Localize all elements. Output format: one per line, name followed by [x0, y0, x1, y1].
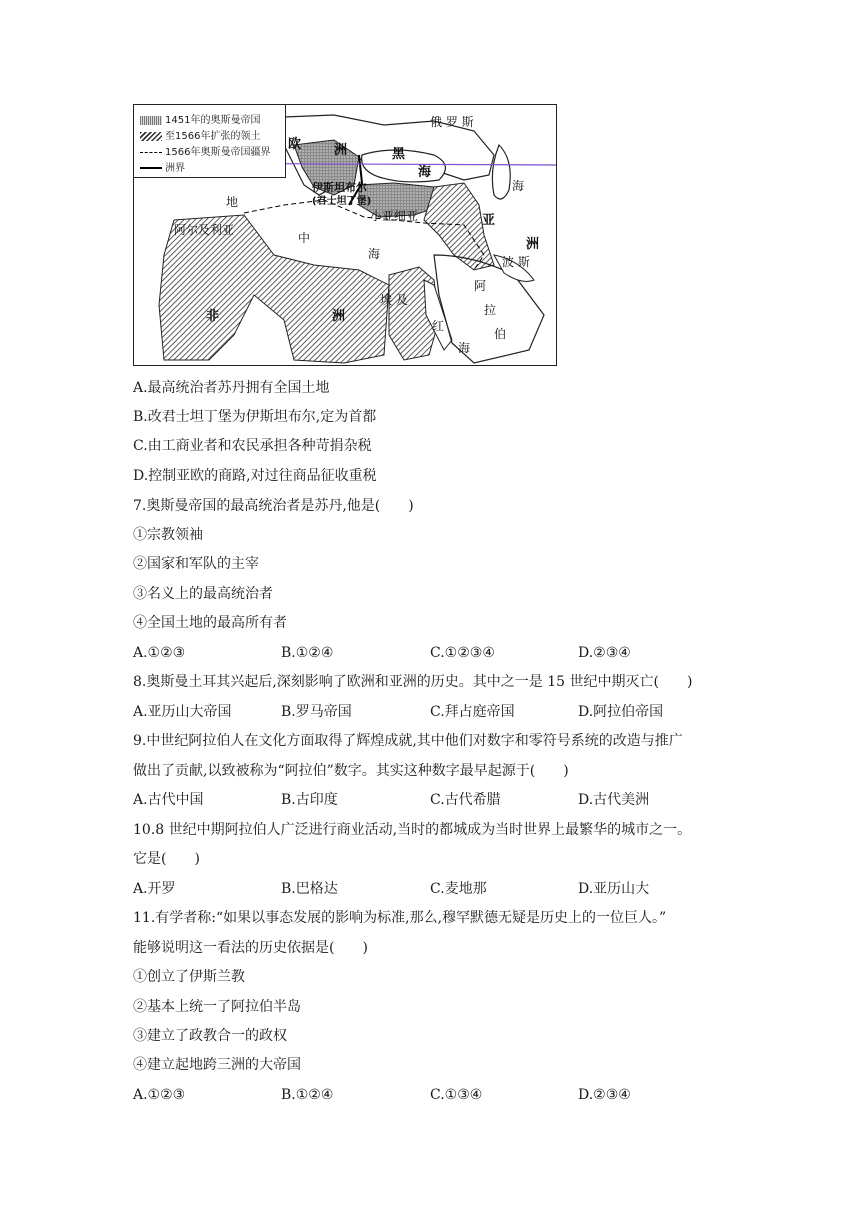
legend-item-continent: 洲界 — [140, 159, 185, 173]
q11-item-3: ③建立了政教合一的政权 — [133, 1028, 287, 1044]
q7-item-2: ②国家和军队的主宰 — [133, 556, 259, 572]
q7-option-c: C.①②③④ — [430, 645, 495, 661]
q11-option-c: C.①③④ — [430, 1087, 483, 1103]
map-label-red-sea-1: 红 — [432, 319, 445, 333]
map-label-asia-minor: 小亚细亚 — [370, 209, 419, 223]
map-label-algeria: 阿尔及利亚 — [174, 223, 235, 237]
legend-item-1451: 1451年的奥斯曼帝国 — [140, 111, 260, 125]
map-label-egypt: 埃 及 — [380, 293, 408, 307]
q9-stem-line1: 9.中世纪阿拉伯人在文化方面取得了辉煌成就,其中他们对数字和零符号系统的改造与推广 — [133, 733, 683, 749]
legend-item-boundary: 1566年奥斯曼帝国疆界 — [140, 143, 270, 157]
q7-item-4: ④全国土地的最高所有者 — [133, 615, 287, 631]
q8-option-c: C.拜占庭帝国 — [430, 704, 515, 720]
dashed-line-icon — [140, 152, 162, 153]
q9-option-b: B.古印度 — [281, 792, 338, 808]
map-label-caspian: 海 — [512, 179, 525, 193]
map-label-black-2: 海 — [418, 165, 432, 180]
q6-option-c: C.由工商业者和农民承担各种苛捐杂税 — [133, 438, 372, 454]
map-label-russia: 俄 罗 斯 — [430, 115, 474, 129]
map-label-asia-1: 亚 — [482, 213, 496, 228]
q11-stem-line2: 能够说明这一看法的历史依据是( ) — [133, 940, 368, 956]
q10-option-b: B.巴格达 — [281, 881, 338, 897]
q7-option-d: D.②③④ — [578, 645, 631, 661]
map-label-hai: 海 — [368, 247, 381, 261]
solid-line-icon — [140, 167, 162, 169]
q10-stem-line1: 10.8 世纪中期阿拉伯人广泛进行商业活动,当时的都城成为当时世界上最繁华的城市之一。 — [133, 822, 692, 838]
q9-option-d: D.古代美洲 — [578, 792, 650, 808]
ottoman-empire-map — [133, 104, 557, 366]
q11-option-a: A.①②③ — [133, 1087, 186, 1103]
map-legend — [134, 105, 286, 178]
q9-stem-line2: 做出了贡献,以致被称为“阿拉伯”数字。其实这种数字最早起源于( ) — [133, 763, 569, 779]
map-label-arabia-3: 伯 — [494, 327, 507, 341]
map-label-black-1: 黑 — [392, 147, 406, 162]
q7-option-b: B.①②④ — [281, 645, 334, 661]
q11-item-1: ①创立了伊斯兰教 — [133, 969, 245, 985]
q11-item-4: ④建立起地跨三洲的大帝国 — [133, 1057, 301, 1073]
q10-option-a: A.开罗 — [133, 881, 176, 897]
q10-stem-line2: 它是( ) — [133, 851, 200, 867]
q10-option-c: C.麦地那 — [430, 881, 487, 897]
q8-option-d: D.阿拉伯帝国 — [578, 704, 664, 720]
map-label-europe-1: 欧 — [288, 137, 302, 152]
map-label-europe-2: 洲 — [334, 143, 348, 158]
q7-item-1: ①宗教领袖 — [133, 527, 203, 543]
q8-stem: 8.奥斯曼土耳其兴起后,深刻影响了欧洲和亚洲的历史。其中之一是 15 世纪中期灭亡( ) — [133, 674, 693, 690]
q11-option-b: B.①②④ — [281, 1087, 334, 1103]
hatched-swatch-icon — [140, 132, 162, 141]
q7-option-a: A.①②③ — [133, 645, 186, 661]
q6-option-a: A.最高统治者苏丹拥有全国土地 — [133, 380, 330, 396]
map-label-arabia-2: 拉 — [484, 303, 497, 317]
q7-item-3: ③名义上的最高统治者 — [133, 586, 273, 602]
q7-stem: 7.奥斯曼帝国的最高统治者是苏丹,他是( ) — [133, 498, 414, 514]
map-label-asia-2: 洲 — [526, 237, 540, 252]
map-label-africa-2: 洲 — [332, 309, 346, 324]
q11-stem-line1: 11.有学者称:“如果以事态发展的影响为标准,那么,穆罕默德无疑是历史上的一位巨人。” — [133, 910, 667, 926]
map-label-red-sea-2: 海 — [458, 341, 471, 355]
q9-option-a: A.古代中国 — [133, 792, 204, 808]
q11-option-d: D.②③④ — [578, 1087, 631, 1103]
map-label-arabia-1: 阿 — [474, 279, 487, 293]
q8-option-b: B.罗马帝国 — [281, 704, 352, 720]
q9-option-c: C.古代希腊 — [430, 792, 501, 808]
map-label-zhong: 中 — [298, 231, 311, 245]
legend-item-1566-expansion: 至1566年扩张的领土 — [140, 127, 260, 141]
q6-option-d: D.控制亚欧的商路,对过往商品征收重税 — [133, 468, 377, 484]
map-label-africa-1: 非 — [206, 309, 220, 324]
map-label-persia: 波 斯 — [502, 255, 530, 269]
q10-option-d: D.亚历山大 — [578, 881, 650, 897]
q8-option-a: A.亚历山大帝国 — [133, 704, 232, 720]
dotted-swatch-icon — [140, 116, 162, 125]
map-label-di: 地 — [226, 195, 239, 209]
q11-item-2: ②基本上统一了阿拉伯半岛 — [133, 999, 301, 1015]
map-label-constantinople: (君士坦丁堡) — [312, 196, 372, 207]
map-label-istanbul: 伊斯坦布尔 — [312, 181, 367, 194]
q6-option-b: B.改君士坦丁堡为伊斯坦布尔,定为首都 — [133, 409, 377, 425]
